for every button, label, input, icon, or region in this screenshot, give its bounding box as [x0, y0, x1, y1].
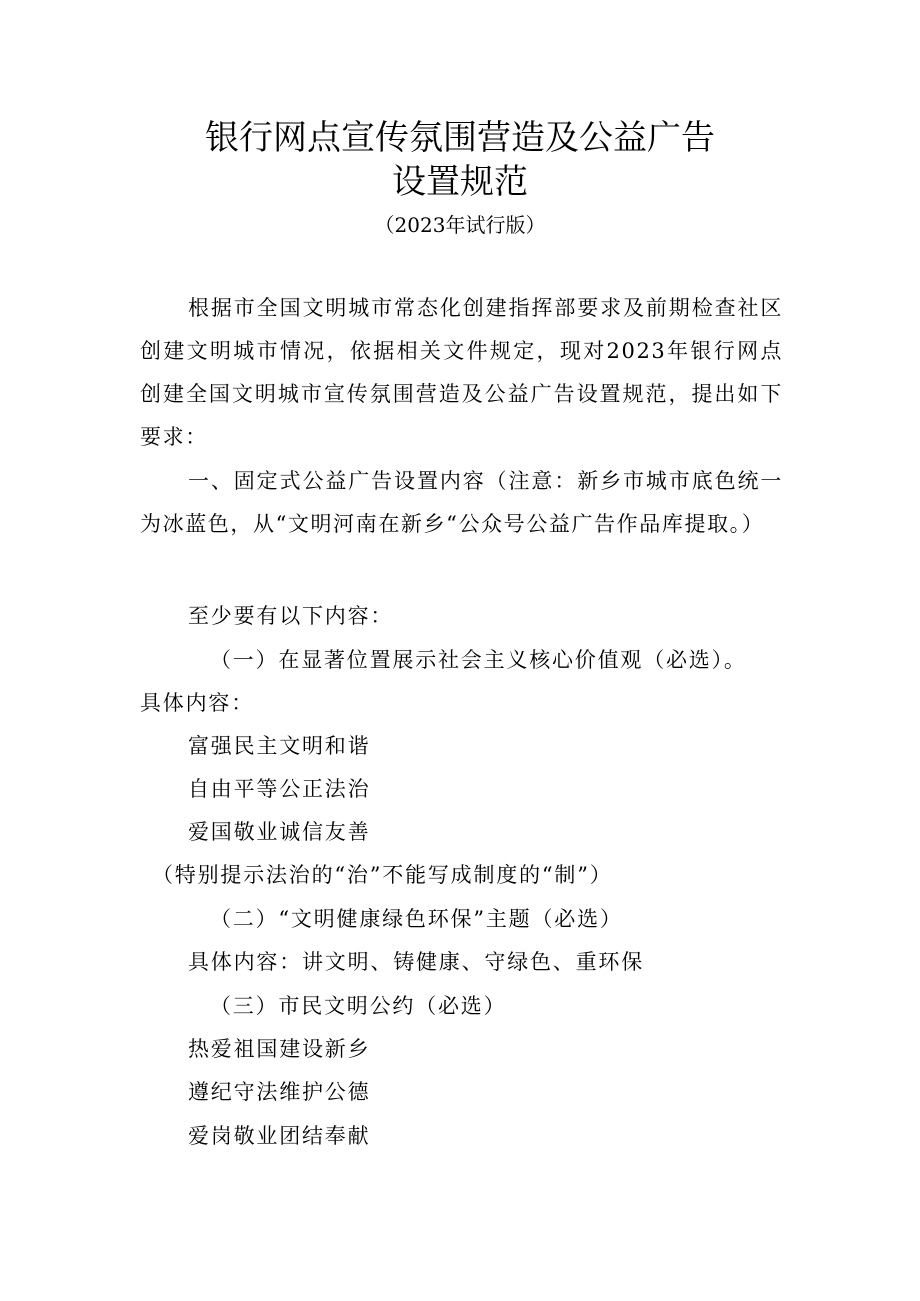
pact-line-2: 遵纪守法维护公德	[188, 1080, 371, 1104]
item1-detail-label: 具体内容：	[140, 691, 254, 715]
document-title-line-1: 银行网点宣传氛围营造及公益广告	[205, 118, 715, 158]
section1-paragraph-block	[140, 460, 783, 546]
values-line-1: 富强民主文明和谐	[188, 734, 371, 758]
values-line-3: 爱国敬业诚信友善	[188, 820, 371, 844]
values-line-2: 自由平等公正法治	[188, 777, 371, 801]
section1-paragraph: 一、固定式公益广告设置内容（注意：新乡市城市底色统一为冰蓝色，从“文明河南在新乡“公众号公益广告作品库提取。）	[140, 469, 783, 536]
item1-heading: （一）在显著位置展示社会主义核心价值观（必选）。	[210, 648, 747, 672]
min-content-line: 至少要有以下内容：	[188, 604, 394, 628]
document-title-line-2: 设置规范	[392, 162, 528, 202]
intro-paragraph-block	[140, 287, 783, 459]
item2-heading: （二）“文明健康绿色环保”主题（必选）	[210, 907, 623, 931]
pact-line-1: 热爱祖国建设新乡	[188, 1037, 371, 1061]
intro-paragraph: 根据市全国文明城市常态化创建指挥部要求及前期检查社区创建文明城市情况，依据相关文件规定，现对2023年银行网点创建全国文明城市宣传氛围营造及公益广告设置规范，提出如下要求：	[140, 296, 783, 449]
pact-line-3: 爱岗敬业团结奉献	[188, 1124, 371, 1148]
special-note: （特别提示法治的“治”不能写成制度的“制”）	[152, 863, 613, 887]
document-subtitle: （2023年试行版）	[374, 213, 546, 237]
item2-detail: 具体内容：讲文明、铸健康、守绿色、重环保	[188, 950, 644, 974]
item3-heading: （三）市民文明公约（必选）	[210, 994, 507, 1018]
